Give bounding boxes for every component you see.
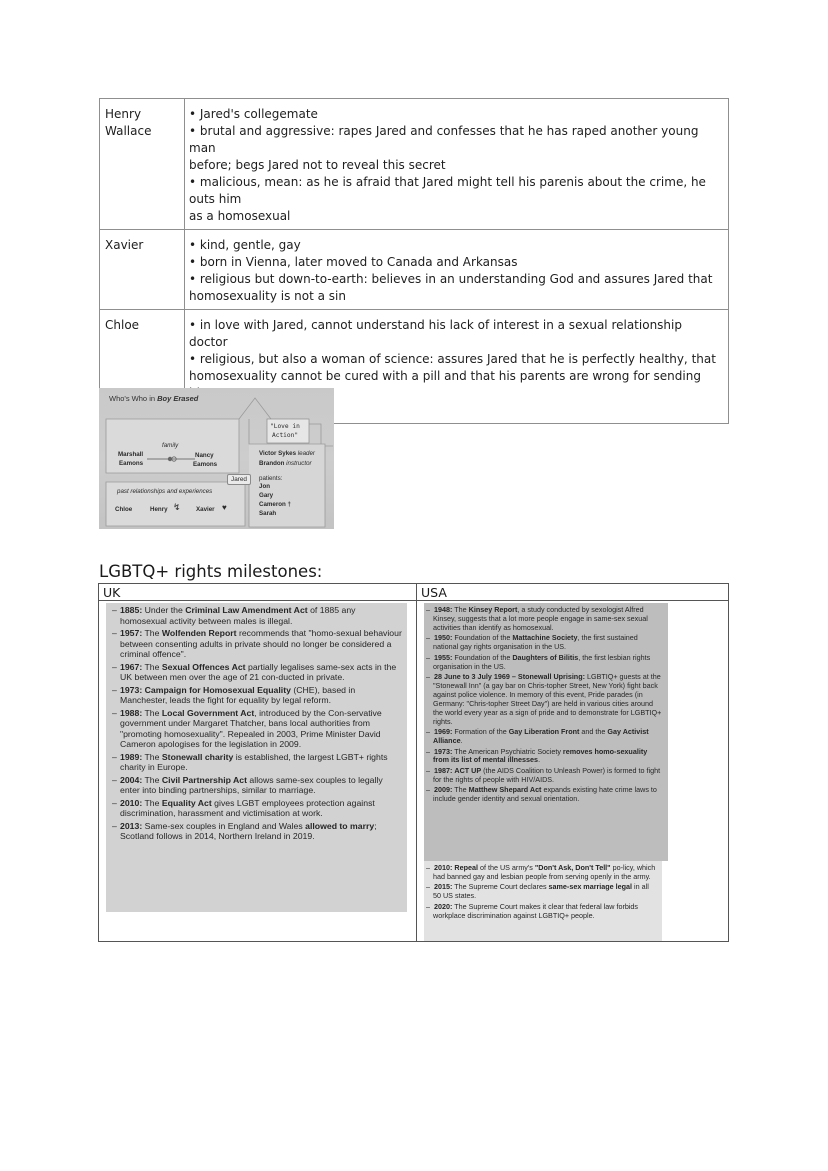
- dash-marker: –: [426, 785, 430, 795]
- milestone-text: of 1885 any homosexual activity between males is illegal.: [120, 605, 356, 626]
- character-name-line: Wallace: [105, 124, 152, 138]
- milestone-item: [426, 673, 664, 726]
- milestone-highlight: Gay Activist Alliance: [433, 727, 649, 746]
- milestone-item: [426, 728, 664, 746]
- milestone-text: Foundation of the: [452, 652, 513, 662]
- milestone-text: The: [142, 661, 162, 672]
- milestone-year: 1988:: [120, 707, 143, 718]
- milestone-year: 1973:: [434, 746, 453, 756]
- description-line: • brutal and aggressive: rapes Jared and confesses that he has raped another young man: [189, 124, 699, 155]
- milestone-item: [112, 628, 403, 660]
- milestone-text: , the first sustained national gay rights organisation in the US.: [433, 633, 638, 652]
- milestone-text: , introduced by the Con-servative government under Margaret Thatcher, bans local authorities from "promoting homosexuality". Repealed in 2003, Prime Minister David Cameron apologises for the legislation in 2009.: [120, 707, 382, 749]
- milestone-text: and the: [579, 727, 608, 737]
- character-name-line: Xavier: [105, 238, 144, 252]
- milestone-text: The: [452, 605, 469, 614]
- milestone-text: expands existing hate crime laws to include gender identity and sexual orientation.: [433, 785, 657, 804]
- marshall-label-2: Eamons: [119, 460, 144, 467]
- milestone-highlight: Sexual Offences Act: [161, 661, 246, 672]
- patient-item: Gary: [259, 492, 274, 499]
- description-line: • religious but down-to-earth: believes in an understanding God and assures Jared that: [189, 272, 713, 286]
- love-in-action-label: "Love in: [270, 423, 300, 430]
- description-line: • born in Vienna, later moved to Canada and Arkansas: [189, 255, 518, 269]
- milestone-highlight: Equality Act: [161, 797, 212, 808]
- character-description: [185, 99, 729, 230]
- milestone-year: 1973:: [120, 684, 143, 695]
- milestone-text: Same-sex couples in England and Wales: [142, 820, 306, 831]
- milestone-item: [112, 752, 403, 773]
- description-line: as a homosexual: [189, 209, 291, 223]
- dash-marker: –: [112, 774, 117, 785]
- brandon-role: instructor: [286, 460, 312, 467]
- milestone-highlight: Repeal: [454, 863, 478, 872]
- milestone-year: 1885:: [120, 605, 143, 615]
- description-line: • religious, but also a woman of science: assures Jared that he is perfectly healthy, that: [189, 352, 716, 366]
- uk-milestone-list: [106, 603, 407, 842]
- victor-role: leader: [297, 450, 315, 457]
- marshall-label: Marshall: [118, 451, 144, 458]
- milestone-item: [426, 634, 664, 652]
- dash-marker: –: [112, 751, 117, 762]
- uk-column-header: UK: [103, 585, 121, 600]
- usa-milestones: [424, 603, 668, 861]
- milestone-year: 2009:: [434, 785, 453, 795]
- milestone-item: [426, 786, 664, 804]
- header-divider: [98, 600, 729, 601]
- diagram-heading: Who's Who in Boy Erased: [109, 394, 199, 403]
- milestone-text: The: [142, 707, 162, 718]
- patient-item: Sarah: [259, 510, 277, 517]
- dash-marker: –: [112, 661, 117, 672]
- milestone-text: Formation of the: [452, 727, 509, 737]
- milestone-text: The: [142, 797, 162, 808]
- milestone-highlight: same-sex marriage legal: [548, 882, 633, 892]
- milestone-year: 1957:: [120, 628, 143, 638]
- dash-marker: –: [426, 863, 430, 872]
- milestone-year: 1955:: [434, 652, 453, 662]
- victor-label: Victor Sykes: [259, 450, 297, 457]
- family-label: family: [162, 442, 179, 449]
- description-line: before; begs Jared not to reveal this secret: [189, 158, 446, 172]
- milestone-text: The: [452, 785, 469, 795]
- milestone-text: in all 50 US states.: [433, 882, 649, 901]
- milestone-year: 1950:: [434, 633, 453, 643]
- milestone-item: [112, 605, 403, 626]
- milestone-highlight: Gay Liberation Front: [508, 727, 580, 737]
- milestone-text: (CHE), based in Manchester, leads the fight for equality by legal reform.: [120, 684, 356, 705]
- milestone-text: po-licy, which had banned gay and lesbian people from serving openly in the army.: [433, 863, 656, 881]
- patient-item: Jon: [259, 483, 271, 490]
- dash-marker: –: [426, 882, 430, 892]
- milestone-item: [426, 883, 658, 901]
- dash-marker: –: [426, 672, 430, 682]
- dash-marker: –: [112, 684, 117, 695]
- milestone-item: [426, 654, 664, 672]
- description-line: • in love with Jared, cannot understand his lack of interest in a sexual relationship: [189, 318, 682, 332]
- milestone-year: 2004:: [120, 774, 143, 785]
- dash-marker: –: [112, 707, 117, 718]
- milestone-item: [112, 662, 403, 683]
- milestone-year: 2020:: [434, 901, 453, 911]
- dash-marker: –: [112, 628, 117, 638]
- milestone-text: The: [142, 628, 162, 638]
- character-description: [185, 230, 729, 310]
- milestone-highlight: Local Government Act: [161, 707, 255, 718]
- description-line: • kind, gentle, gay: [189, 238, 301, 252]
- milestone-year: 28 June to 3 July 1969 – Stonewall Uprising:: [434, 672, 585, 682]
- milestone-highlight: Daughters of Bilitis: [512, 652, 579, 662]
- dash-marker: –: [426, 727, 430, 737]
- milestone-item: [426, 767, 664, 785]
- description-line: • malicious, mean: as he is afraid that Jared might tell his parenis about the crime, he outs him: [189, 175, 706, 206]
- milestone-text: is established, the largest LGBT+ rights charity in Europe.: [120, 751, 388, 772]
- milestone-item: [426, 864, 658, 882]
- milestone-text: The: [142, 751, 162, 762]
- milestone-text: .: [460, 736, 463, 746]
- past-relationships-label: past relationships and experiences: [117, 488, 213, 495]
- milestone-item: [426, 903, 658, 921]
- character-name-line: Chloe: [105, 318, 140, 332]
- dash-marker: –: [426, 605, 430, 614]
- love-in-action-label-2: Action": [272, 432, 299, 439]
- milestone-text: ; Scotland follows in 2014, Northern Ireland in 2019.: [120, 820, 377, 841]
- milestone-highlight: Criminal Law Amendment Act: [185, 605, 308, 615]
- milestone-text: gives LGBT employees protection against discrimination, harassment and victimisation at work.: [120, 797, 375, 818]
- description-line: doctor: [189, 335, 228, 349]
- milestone-year: 1969:: [434, 727, 453, 737]
- milestone-item: [426, 606, 664, 633]
- milestone-highlight: Campaign for Homosexual Equality: [144, 684, 291, 695]
- column-divider: [416, 583, 417, 942]
- milestone-text: allows same-sex couples to legally enter into binding partnerships, similar to marriage.: [120, 774, 383, 795]
- dash-marker: –: [426, 765, 430, 775]
- dash-marker: –: [112, 797, 117, 808]
- jared-label: Jared: [227, 474, 251, 485]
- patient-item: Cameron †: [259, 501, 291, 508]
- patients-label: patients:: [259, 475, 283, 482]
- milestone-year: 1989:: [120, 751, 143, 762]
- character-name: [100, 230, 185, 310]
- dash-marker: –: [426, 746, 430, 756]
- character-name-line: Henry: [105, 107, 142, 121]
- milestone-highlight: Matthew Shepard Act: [468, 785, 542, 795]
- milestone-text: partially legalises same-sex acts in the UK between men over the age of 21 con-ducted in private.: [120, 661, 397, 682]
- milestone-year: 1987:: [434, 765, 453, 775]
- milestone-text: , a study conducted by sexologist Alfred Kinsey, suggests that a lot more people engage in same-sex sexual activities than identify as homosexual.: [433, 605, 648, 632]
- usa-milestone-list-2: [424, 861, 662, 921]
- character-row: [100, 99, 729, 230]
- dash-marker: –: [426, 901, 430, 911]
- character-name: [100, 99, 185, 230]
- dash-marker: –: [426, 633, 430, 643]
- milestone-highlight: "Don't Ask, Don't Tell": [534, 863, 611, 872]
- milestones-title: LGBTQ+ rights milestones:: [99, 562, 323, 581]
- usa-milestone-list: [424, 603, 668, 804]
- milestone-item: [112, 685, 403, 706]
- milestone-highlight: Wolfenden Report: [161, 628, 237, 638]
- milestone-year: 1948:: [434, 605, 453, 614]
- milestone-item: [112, 821, 403, 842]
- henry-label: Henry: [150, 506, 168, 513]
- description-line: homosexuality cannot be cured with a pill and that his parents are wrong for sending: [189, 369, 701, 383]
- usa-column-header: USA: [421, 585, 447, 600]
- milestone-text: The Supreme Court makes it clear that federal law forbids workplace discrimination against LGBTIQ+ people.: [433, 901, 639, 920]
- chloe-label: Chloe: [115, 506, 133, 513]
- milestone-text: of the US army's: [477, 863, 535, 872]
- milestone-highlight: Mattachine Society: [512, 633, 578, 643]
- milestone-item: [112, 708, 403, 750]
- heart-icon: ♥: [222, 503, 227, 512]
- usa-milestones-continued: [424, 861, 662, 941]
- character-table: [99, 98, 729, 424]
- brandon-label: Brandon: [259, 460, 285, 467]
- dash-marker: –: [112, 820, 117, 831]
- milestone-year: 2013:: [120, 820, 143, 831]
- milestone-highlight: removes homo-sexuality from its list of mental illnesses: [433, 746, 648, 765]
- milestone-item: [112, 775, 403, 796]
- milestone-highlight: Civil Partnership Act: [161, 774, 248, 785]
- uk-milestones: [106, 603, 407, 912]
- milestone-text: recommends that "homo-sexual behaviour between consenting adults in private should no longer be considered a criminal offence".: [120, 628, 402, 659]
- lightning-icon: ↯: [173, 502, 181, 512]
- milestone-text: The Supreme Court declares: [452, 882, 549, 892]
- milestone-item: [112, 798, 403, 819]
- milestone-year: 2010:: [120, 797, 143, 808]
- dash-marker: –: [112, 605, 117, 615]
- milestone-text: , the first lesbian rights organisation in the US.: [433, 652, 651, 671]
- whos-who-diagram: [99, 388, 334, 529]
- description-line: homosexuality is not a sin: [189, 289, 346, 303]
- milestone-text: (the AIDS Coalition to Unleash Power) is formed to fight for the rights of people with HIV/AIDS.: [433, 765, 661, 784]
- milestone-text: The: [142, 774, 162, 785]
- milestone-year: 2015:: [434, 882, 453, 892]
- milestone-year: 2010:: [434, 863, 453, 872]
- milestone-highlight: allowed to marry: [305, 820, 375, 831]
- milestone-highlight: ACT UP: [454, 765, 482, 775]
- milestone-text: Under the: [142, 605, 186, 615]
- description-line: • Jared's collegemate: [189, 107, 318, 121]
- nancy-label: Nancy: [195, 452, 214, 459]
- milestone-year: 1967:: [120, 661, 143, 672]
- milestone-text: Foundation of the: [452, 633, 513, 643]
- milestone-highlight: Stonewall charity: [161, 751, 234, 762]
- milestone-text: LGBTIQ+ guests at the "Stonewall Inn" (a gay bar on Chris-topher Street, New York) fight back against police violence. In memory of this event, Pride parades (in Germany: "Chris-topher Street Day") are held in various cities around the world every year as a sign of pride and to demonstrate for LGBTIQ+ rights.: [433, 672, 662, 726]
- character-row: [100, 230, 729, 310]
- milestone-item: [426, 748, 664, 766]
- milestone-text: .: [538, 755, 541, 765]
- milestone-highlight: Kinsey Report: [468, 605, 518, 614]
- nancy-label-2: Eamons: [193, 461, 218, 468]
- dash-marker: –: [426, 652, 430, 662]
- xavier-label: Xavier: [196, 506, 215, 513]
- milestone-text: The American Psychiatric Society: [452, 746, 563, 756]
